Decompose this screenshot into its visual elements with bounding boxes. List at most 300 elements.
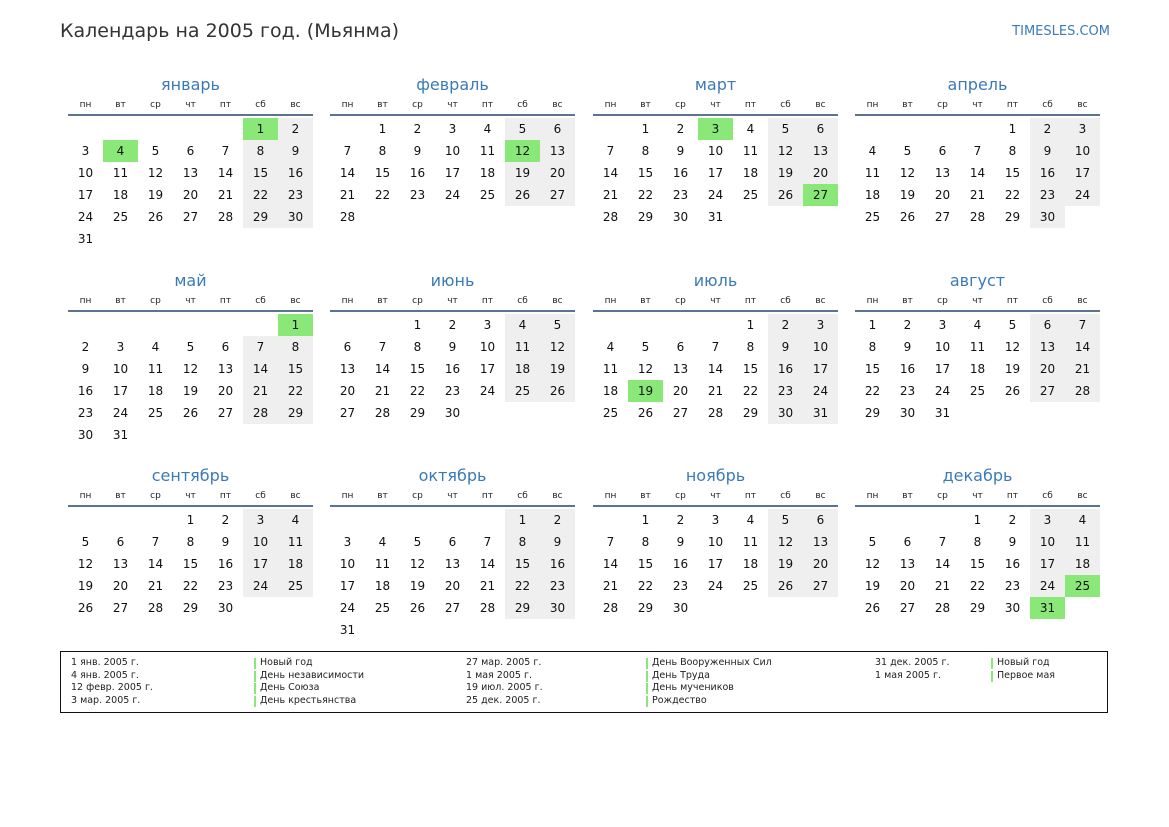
month-header-rule — [330, 310, 575, 312]
weekday-label: ср — [937, 100, 948, 110]
weekday-label: сб — [517, 100, 528, 110]
weekday-label: вс — [552, 296, 563, 306]
day-cell: 31 — [77, 232, 94, 246]
legend-holiday-name — [254, 670, 364, 683]
day-cell: 15 — [252, 166, 269, 180]
day-cell: 27 — [339, 406, 356, 420]
day-cell: 23 — [672, 188, 689, 202]
weekday-label: вт — [115, 100, 126, 110]
day-cell: 17 — [707, 166, 724, 180]
day-cell: 7 — [606, 535, 615, 549]
day-cell: 31 — [934, 406, 951, 420]
day-cell: 29 — [514, 601, 531, 615]
day-cell: 19 — [864, 579, 881, 593]
weekday-label: чт — [185, 491, 196, 501]
day-cell: 5 — [868, 535, 877, 549]
weekday-label: вт — [377, 296, 388, 306]
day-cell: 25 — [147, 406, 164, 420]
day-cell: 9 — [221, 535, 230, 549]
day-cell: 24 — [444, 188, 461, 202]
month-name: май — [174, 271, 207, 290]
legend-holiday-label: Рождество — [652, 694, 707, 706]
day-cell: 9 — [81, 362, 90, 376]
day-cell: 2 — [553, 513, 562, 527]
day-cell: 8 — [378, 144, 387, 158]
day-cell: 19 — [409, 579, 426, 593]
month-header-rule — [593, 310, 838, 312]
weekday-label: пт — [744, 296, 757, 306]
day-cell: 26 — [514, 188, 531, 202]
month-header-rule — [68, 310, 313, 312]
day-cell: 17 — [479, 362, 496, 376]
day-cell: 27 — [899, 601, 916, 615]
legend-holiday-name — [646, 695, 707, 708]
day-cell: 16 — [549, 557, 566, 571]
day-cell: 22 — [742, 384, 759, 398]
day-cell: 9 — [903, 340, 912, 354]
day-cell: 17 — [77, 188, 94, 202]
weekday-label: ср — [412, 296, 423, 306]
day-cell: 15 — [637, 166, 654, 180]
day-cell: 4 — [151, 340, 160, 354]
day-cell: 20 — [112, 579, 129, 593]
day-cell: 11 — [969, 340, 986, 354]
day-cell: 6 — [221, 340, 230, 354]
holiday-day-cell: 1 — [278, 314, 313, 336]
day-cell: 8 — [868, 340, 877, 354]
day-cell: 3 — [711, 513, 720, 527]
day-cell: 28 — [1074, 384, 1091, 398]
day-cell: 28 — [479, 601, 496, 615]
day-cell: 14 — [374, 362, 391, 376]
day-cell: 3 — [81, 144, 90, 158]
weekday-label: ср — [150, 296, 161, 306]
day-cell: 13 — [672, 362, 689, 376]
legend-holiday-name — [646, 682, 734, 695]
month-name: август — [949, 271, 1006, 290]
weekday-label: пт — [1006, 100, 1019, 110]
day-cell: 2 — [676, 513, 685, 527]
day-cell: 11 — [514, 340, 531, 354]
legend-holiday-label: День крестьянства — [260, 694, 357, 706]
legend-date: 3 мар. 2005 г. — [71, 694, 141, 706]
day-cell: 29 — [637, 210, 654, 224]
day-cell: 8 — [973, 535, 982, 549]
day-cell: 15 — [1004, 166, 1021, 180]
day-cell: 5 — [186, 340, 195, 354]
day-cell: 8 — [291, 340, 300, 354]
month-header-rule — [593, 114, 838, 116]
day-cell: 20 — [217, 384, 234, 398]
day-cell: 2 — [413, 122, 422, 136]
weekday-label: пн — [866, 491, 879, 501]
weekday-label: чт — [710, 491, 721, 501]
weekday-label: вс — [1077, 296, 1088, 306]
day-cell: 25 — [287, 579, 304, 593]
legend-date: 1 янв. 2005 г. — [71, 657, 139, 668]
weekday-label: пн — [79, 491, 92, 501]
day-cell: 1 — [1008, 122, 1017, 136]
day-cell: 11 — [742, 535, 759, 549]
day-cell: 27 — [217, 406, 234, 420]
legend-holiday-label: Новый год — [997, 657, 1050, 668]
day-cell: 15 — [374, 166, 391, 180]
day-cell: 22 — [969, 579, 986, 593]
day-cell: 22 — [252, 188, 269, 202]
day-cell: 20 — [549, 166, 566, 180]
day-cell: 27 — [812, 579, 829, 593]
day-cell: 24 — [339, 601, 356, 615]
legend-marker — [646, 671, 648, 682]
day-cell: 25 — [479, 188, 496, 202]
day-cell: 7 — [256, 340, 265, 354]
day-cell: 26 — [1004, 384, 1021, 398]
day-cell: 6 — [553, 122, 562, 136]
day-cell: 14 — [969, 166, 986, 180]
day-cell: 9 — [1043, 144, 1052, 158]
day-cell: 27 — [672, 406, 689, 420]
day-cell: 13 — [549, 144, 566, 158]
weekday-label: вт — [902, 296, 913, 306]
month-12 — [855, 465, 1100, 655]
day-cell: 16 — [777, 362, 794, 376]
month-name: июль — [693, 271, 738, 290]
day-cell: 6 — [343, 340, 352, 354]
weekday-label: пн — [604, 491, 617, 501]
day-cell: 2 — [448, 318, 457, 332]
day-cell: 27 — [1039, 384, 1056, 398]
day-cell: 3 — [483, 318, 492, 332]
day-cell: 10 — [707, 144, 724, 158]
day-cell: 25 — [969, 384, 986, 398]
day-cell: 8 — [641, 535, 650, 549]
day-cell: 7 — [606, 144, 615, 158]
day-cell: 11 — [1074, 535, 1091, 549]
day-cell: 24 — [1074, 188, 1091, 202]
weekday-label: вс — [290, 100, 301, 110]
weekday-label: сб — [255, 100, 266, 110]
day-cell: 1 — [186, 513, 195, 527]
day-cell: 18 — [287, 557, 304, 571]
day-cell: 14 — [934, 557, 951, 571]
day-cell: 7 — [483, 535, 492, 549]
day-cell: 5 — [413, 535, 422, 549]
weekday-label: ср — [150, 100, 161, 110]
day-cell: 19 — [147, 188, 164, 202]
day-cell: 23 — [777, 384, 794, 398]
legend-holiday-name — [991, 670, 1055, 683]
day-cell: 23 — [1039, 188, 1056, 202]
legend-marker — [254, 683, 256, 694]
day-cell: 22 — [514, 579, 531, 593]
day-cell: 22 — [374, 188, 391, 202]
weekday-label: пт — [744, 491, 757, 501]
day-cell: 29 — [252, 210, 269, 224]
holiday-day-cell: 31 — [1030, 597, 1065, 619]
weekday-label: пт — [219, 296, 232, 306]
legend-date: 27 мар. 2005 г. — [466, 657, 542, 668]
day-cell: 13 — [934, 166, 951, 180]
legend-marker — [254, 696, 256, 707]
day-cell: 17 — [707, 557, 724, 571]
day-cell: 20 — [934, 188, 951, 202]
legend-marker — [254, 671, 256, 682]
day-cell: 4 — [483, 122, 492, 136]
weekday-label: вс — [1077, 491, 1088, 501]
day-cell: 1 — [518, 513, 527, 527]
month-header-rule — [855, 310, 1100, 312]
month-name: ноябрь — [685, 466, 746, 485]
legend-marker — [646, 683, 648, 694]
day-cell: 1 — [378, 122, 387, 136]
day-cell: 30 — [287, 210, 304, 224]
day-cell: 16 — [672, 557, 689, 571]
day-cell: 2 — [1008, 513, 1017, 527]
day-cell: 13 — [182, 166, 199, 180]
day-cell: 10 — [934, 340, 951, 354]
day-cell: 16 — [409, 166, 426, 180]
day-cell: 24 — [252, 579, 269, 593]
day-cell: 1 — [973, 513, 982, 527]
day-cell: 6 — [816, 122, 825, 136]
weekday-label: сб — [1042, 296, 1053, 306]
day-cell: 24 — [1039, 579, 1056, 593]
day-cell: 9 — [291, 144, 300, 158]
day-cell: 4 — [1078, 513, 1087, 527]
day-cell: 29 — [287, 406, 304, 420]
weekday-label: вт — [377, 491, 388, 501]
legend-marker — [254, 658, 256, 669]
weekday-label: пн — [341, 296, 354, 306]
day-cell: 2 — [1043, 122, 1052, 136]
weekday-label: вс — [815, 296, 826, 306]
day-cell: 25 — [112, 210, 129, 224]
day-cell: 30 — [549, 601, 566, 615]
day-cell: 21 — [147, 579, 164, 593]
month-name: январь — [161, 75, 220, 94]
day-cell: 19 — [77, 579, 94, 593]
weekday-label: вт — [902, 491, 913, 501]
day-cell: 13 — [812, 144, 829, 158]
month-name: апрель — [947, 75, 1008, 94]
day-cell: 25 — [602, 406, 619, 420]
day-cell: 4 — [378, 535, 387, 549]
day-cell: 26 — [864, 601, 881, 615]
day-cell: 6 — [903, 535, 912, 549]
weekday-label: сб — [255, 296, 266, 306]
day-cell: 6 — [816, 513, 825, 527]
month-5 — [68, 270, 313, 460]
day-cell: 8 — [256, 144, 265, 158]
day-cell: 26 — [549, 384, 566, 398]
day-cell: 21 — [374, 384, 391, 398]
day-cell: 26 — [409, 601, 426, 615]
day-cell: 2 — [81, 340, 90, 354]
weekday-label: вс — [815, 100, 826, 110]
day-cell: 7 — [711, 340, 720, 354]
legend-holiday-name — [646, 670, 710, 683]
day-cell: 12 — [77, 557, 94, 571]
day-cell: 9 — [781, 340, 790, 354]
day-cell: 23 — [444, 384, 461, 398]
month-header-rule — [68, 505, 313, 507]
weekday-label: ср — [675, 296, 686, 306]
day-cell: 27 — [549, 188, 566, 202]
weekday-label: пн — [866, 296, 879, 306]
day-cell: 30 — [672, 210, 689, 224]
day-cell: 17 — [934, 362, 951, 376]
day-cell: 5 — [781, 513, 790, 527]
day-cell: 19 — [514, 166, 531, 180]
day-cell: 27 — [112, 601, 129, 615]
day-cell: 8 — [518, 535, 527, 549]
day-cell: 8 — [641, 144, 650, 158]
day-cell: 29 — [182, 601, 199, 615]
day-cell: 11 — [112, 166, 129, 180]
weekday-label: вс — [552, 491, 563, 501]
day-cell: 15 — [409, 362, 426, 376]
legend-date: 1 мая 2005 г. — [466, 669, 532, 681]
day-cell: 31 — [707, 210, 724, 224]
day-cell: 28 — [707, 406, 724, 420]
weekday-label: ср — [675, 100, 686, 110]
day-cell: 30 — [672, 601, 689, 615]
day-cell: 5 — [151, 144, 160, 158]
site-link[interactable]: TIMESLES.COM — [1012, 24, 1110, 39]
day-cell: 20 — [899, 579, 916, 593]
day-cell: 10 — [1074, 144, 1091, 158]
month-1 — [68, 74, 313, 264]
day-cell: 25 — [374, 601, 391, 615]
day-cell: 8 — [746, 340, 755, 354]
day-cell: 16 — [287, 166, 304, 180]
day-cell: 22 — [864, 384, 881, 398]
day-cell: 18 — [742, 166, 759, 180]
day-cell: 3 — [816, 318, 825, 332]
month-header-rule — [330, 505, 575, 507]
day-cell: 7 — [378, 340, 387, 354]
day-cell: 6 — [448, 535, 457, 549]
weekday-label: сб — [517, 491, 528, 501]
holiday-day-cell: 3 — [698, 118, 733, 140]
holiday-day-cell: 25 — [1065, 575, 1100, 597]
day-cell: 12 — [899, 166, 916, 180]
day-cell: 21 — [707, 384, 724, 398]
weekday-label: вт — [115, 491, 126, 501]
legend-marker — [991, 658, 993, 669]
day-cell: 22 — [637, 188, 654, 202]
day-cell: 4 — [746, 122, 755, 136]
day-cell: 31 — [112, 428, 129, 442]
day-cell: 14 — [252, 362, 269, 376]
day-cell: 10 — [479, 340, 496, 354]
day-cell: 10 — [112, 362, 129, 376]
day-cell: 12 — [409, 557, 426, 571]
day-cell: 17 — [339, 579, 356, 593]
day-cell: 19 — [777, 557, 794, 571]
day-cell: 6 — [938, 144, 947, 158]
day-cell: 7 — [973, 144, 982, 158]
day-cell: 29 — [742, 406, 759, 420]
day-cell: 11 — [864, 166, 881, 180]
day-cell: 15 — [742, 362, 759, 376]
day-cell: 4 — [973, 318, 982, 332]
day-cell: 26 — [899, 210, 916, 224]
weekday-label: вс — [290, 296, 301, 306]
weekday-label: чт — [972, 296, 983, 306]
day-cell: 14 — [602, 166, 619, 180]
day-cell: 23 — [899, 384, 916, 398]
holiday-day-cell: 12 — [505, 140, 540, 162]
weekday-label: чт — [972, 491, 983, 501]
day-cell: 21 — [1074, 362, 1091, 376]
weekday-label: пн — [604, 296, 617, 306]
day-cell: 22 — [182, 579, 199, 593]
day-cell: 14 — [707, 362, 724, 376]
day-cell: 18 — [374, 579, 391, 593]
day-cell: 26 — [77, 601, 94, 615]
month-name: октябрь — [418, 466, 487, 485]
day-cell: 18 — [969, 362, 986, 376]
day-cell: 15 — [182, 557, 199, 571]
day-cell: 27 — [934, 210, 951, 224]
day-cell: 10 — [707, 535, 724, 549]
weekday-label: ср — [412, 100, 423, 110]
day-cell: 5 — [1008, 318, 1017, 332]
legend-holiday-name — [646, 657, 772, 670]
day-cell: 20 — [444, 579, 461, 593]
month-8 — [855, 270, 1100, 460]
holiday-day-cell: 1 — [243, 118, 278, 140]
day-cell: 13 — [217, 362, 234, 376]
legend-holiday-name — [991, 657, 1050, 670]
day-cell: 27 — [182, 210, 199, 224]
day-cell: 10 — [444, 144, 461, 158]
month-2 — [330, 74, 575, 264]
day-cell: 24 — [707, 579, 724, 593]
weekday-label: чт — [185, 296, 196, 306]
day-cell: 10 — [339, 557, 356, 571]
day-cell: 25 — [514, 384, 531, 398]
day-cell: 21 — [602, 188, 619, 202]
day-cell: 4 — [868, 144, 877, 158]
weekday-label: вт — [902, 100, 913, 110]
weekday-label: вс — [1077, 100, 1088, 110]
day-cell: 17 — [112, 384, 129, 398]
day-cell: 22 — [1004, 188, 1021, 202]
day-cell: 14 — [479, 557, 496, 571]
month-3 — [593, 74, 838, 264]
day-cell: 15 — [864, 362, 881, 376]
weekday-label: ср — [937, 296, 948, 306]
day-cell: 18 — [479, 166, 496, 180]
day-cell: 1 — [868, 318, 877, 332]
weekday-label: вт — [377, 100, 388, 110]
weekday-label: ср — [675, 491, 686, 501]
day-cell: 10 — [1039, 535, 1056, 549]
legend-holiday-label: Первое мая — [997, 669, 1055, 681]
month-name: февраль — [416, 75, 489, 94]
day-cell: 30 — [77, 428, 94, 442]
day-cell: 28 — [252, 406, 269, 420]
weekday-label: чт — [185, 100, 196, 110]
day-cell: 10 — [812, 340, 829, 354]
day-cell: 28 — [602, 210, 619, 224]
day-cell: 19 — [182, 384, 199, 398]
day-cell: 12 — [777, 144, 794, 158]
day-cell: 25 — [742, 579, 759, 593]
day-cell: 13 — [1039, 340, 1056, 354]
